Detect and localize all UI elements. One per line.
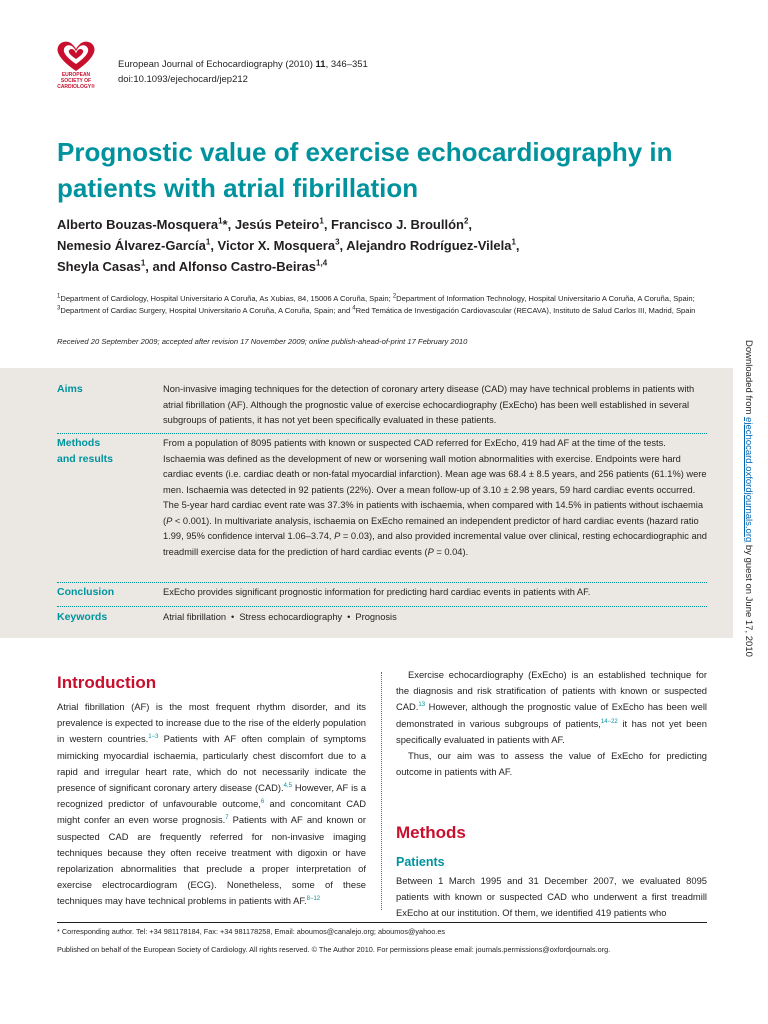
methods-heading: Methods	[396, 823, 466, 842]
doi: doi:10.1093/ejechocard/jep212	[118, 74, 248, 85]
keyword: Prognosis	[355, 612, 397, 622]
logo-text: EUROPEAN SOCIETY OF CARDIOLOGY®	[57, 72, 95, 90]
keyword: Stress echocardiography	[239, 612, 343, 622]
conclusion-text: ExEcho provides significant prognostic information for predicting hard cardiac events in patients with AF.	[163, 587, 591, 597]
copyright-notice: Published on behalf of the European Society of Cardiology. All rights reserved. © The Author 2010. For permissions please email: journals.permissions@oxfordjournals.org.	[57, 945, 611, 954]
abstract-divider	[57, 606, 707, 607]
abstract-divider	[57, 582, 707, 583]
introduction-heading: Introduction	[57, 673, 157, 692]
structured-abstract	[0, 368, 733, 638]
affiliations: $^1$Department of Cardiology, Hospital Universitario A Coruña, As Xubias, 84, 15006 A Coruña, Spain; $^2$Department of Information Technology, Hospital Universitario A Coruña, A Coruña, Spain; $^3$Department of Cardiac Surgery, Hospital Universitario A Coruña, A Coruña, Spain; and $^4$Red Temática de Investigación Cardiovascular (RECAVA), Instituto de Salud Carlos III, Madrid, Spain	[57, 293, 696, 315]
aims-text: Non-invasive imaging techniques for the detection of coronary artery disease (CAD) may have technical problems in patients with atrial fibrillation (AF). Although the prognostic value of exercise echocardiography (ExEcho) has been well established in several subgroups of patients, it has not yet been specifically evaluated in these patients.	[163, 384, 695, 425]
introduction-text: Atrial fibrillation (AF) is the most frequent rhythm disorder, and its prevalence is expected to increase due to the rise of the elderly population in western countries.$^{1-3}$ Patients with AF often complain of symptoms mimicking myocardial ischaemia, particularly chest discomfort due to a rapid and irregular heart rate, which do not necessarily indicate the presence of significant coronary artery disease (CAD).$^{4,5}$ However, AF is a recognized predictor of unfavourable outcome,$^6$ and concomitant CAD might confer an even worse prognosis.$^7$ Patients with AF and known or suspected CAD are frequently referred for non-invasive imaging techniques because they often receive treatment with digoxin or have repolarization abnormalities that preclude a proper interpretation of exercise electrocardiogram (ECG). Nonetheless, some of these techniques may have technical problems in patients with AF.$^{8-12}$	[57, 701, 366, 907]
right-column-text: Exercise echocardiography (ExEcho) is an established technique for the diagnosis and risk stratification of patients with known or suspected CAD.$^{13}$ However, although the prognostic value of ExEcho has been well demonstrated in various subgroups of patients,$^{14-22}$ it has not yet been specifically evaluated in patients with AF. Thus, our aim was to assess the value of ExEcho for predicting outcome in patients with AF.	[396, 669, 707, 778]
abstract-divider	[57, 433, 707, 434]
journal-link[interactable]: ejechocard.oxfordjournals.org	[743, 417, 754, 543]
keywords-label: Keywords	[57, 611, 108, 623]
footnote-rule	[57, 922, 707, 923]
patients-text: Between 1 March 1995 and 31 December 2007, we evaluated 8095 patients with known or suspected CAD who underwent a first treadmill ExEcho at our institution. Of them, we identified 419 patients who	[396, 875, 707, 919]
keywords-list: Atrial fibrillation • Stress echocardiography • Prognosis	[163, 612, 397, 622]
column-divider	[381, 672, 382, 910]
heart-logo-icon	[50, 38, 102, 74]
download-note: Downloaded from ejechocard.oxfordjournals.org by guest on June 17, 2010	[743, 340, 754, 657]
journal-citation: European Journal of Echocardiography (2010) 11, 346–351 doi:10.1093/ejechocard/jep212	[118, 59, 368, 85]
author-list: Alberto Bouzas-Mosquera$^1$*, Jesús Peteiro$^1$, Francisco J. Broullón$^2$, Nemesio Álvarez-García$^1$, Victor X. Mosquera$^3$, Alejandro Rodríguez-Vilela$^1$, Sheyla Casas$^1$, and Alfonso Castro-Beiras$^{1,4}$	[57, 216, 520, 274]
methods-text: From a population of 8095 patients with known or suspected CAD referred for ExEcho, 419 had AF at the time of the tests. Ischaemia was defined as the development of new or worsening wall motion abnormalities with exercise. Endpoints were hard cardiac events (i.e. cardiac death or non-fatal myocardial infarction). Mean age was 68.4 ± 8.5 years, and 256 patients (61.1%) were men. Ischaemia was detected in 92 patients (22%). Over a mean follow-up of 3.10 ± 2.98 years, 59 hard cardiac events occurred. The 5-year hard cardiac event rate was 37.3% in patients with ischaemia, when compared with 14.5% in patients without ischaemia (P < 0.001). In multivariate analysis, ischaemia on ExEcho remained an independent predictor of hard cardiac events (hazard ratio 1.99, 95% confidence interval 1.06–3.74, P = 0.03), and also provided incremental value over clinical, resting echocardiographic and treadmill exercise data for the prediction of hard cardiac events (P = 0.04).	[163, 438, 707, 557]
keyword: Atrial fibrillation	[163, 612, 227, 622]
conclusion-label: Conclusion	[57, 586, 115, 598]
article-title: Prognostic value of exercise echocardiography in patients with atrial fibrillation	[57, 137, 673, 203]
corresponding-author: * Corresponding author. Tel: +34 981178184, Fax: +34 981178258, Email: aboumos@canalejo.org; aboumos@yahoo.es	[57, 927, 446, 936]
patients-heading: Patients	[396, 855, 445, 869]
aims-label: Aims	[57, 383, 83, 395]
esc-logo	[50, 38, 102, 102]
article-dates: Received 20 September 2009; accepted after revision 17 November 2009; online publish-ahead-of-print 17 February 2010	[57, 337, 468, 346]
methods-label: Methods and results	[57, 437, 114, 465]
